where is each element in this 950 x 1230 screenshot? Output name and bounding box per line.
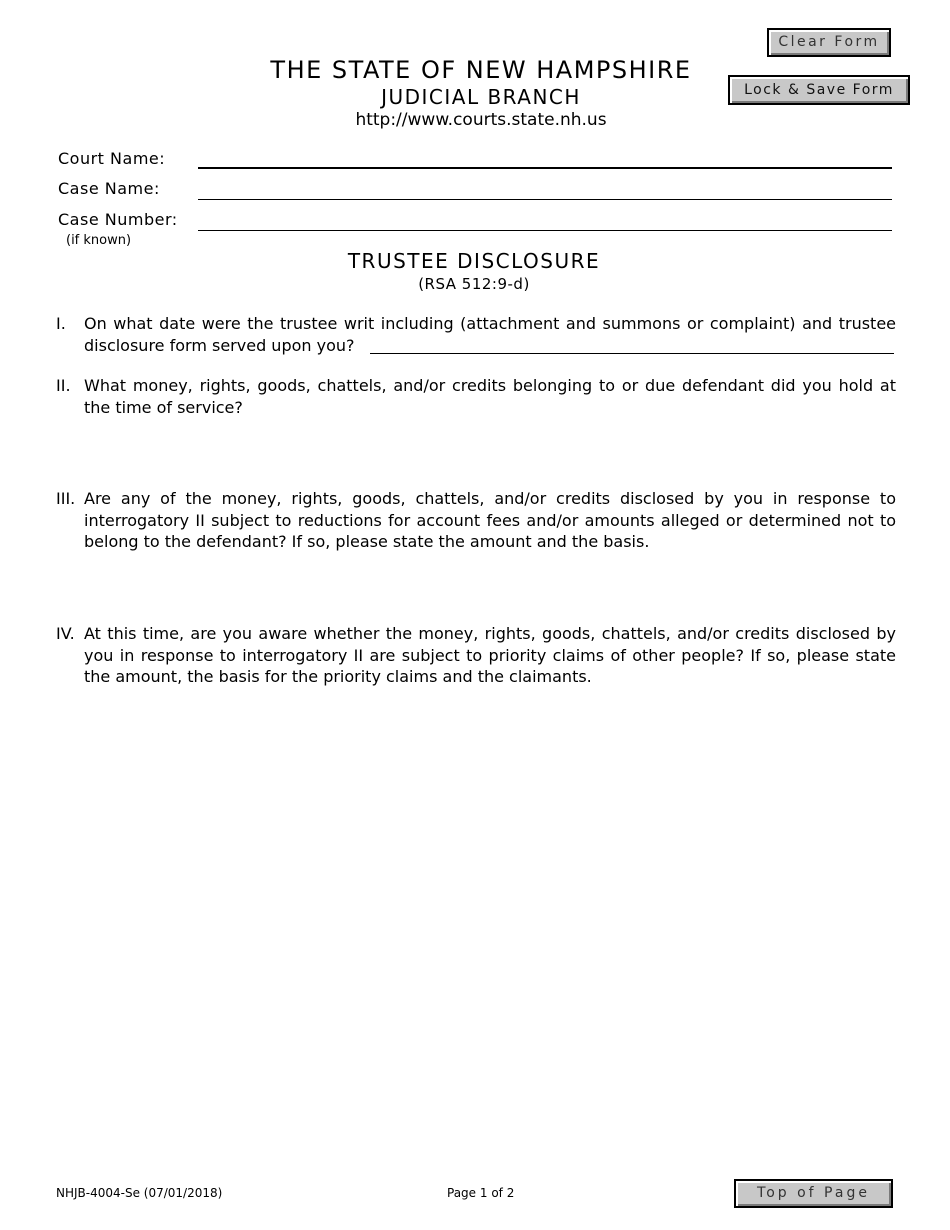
form-code: NHJB-4004-Se (07/01/2018)	[56, 1186, 223, 1200]
statute-reference: (RSA 512:9-d)	[418, 275, 530, 293]
top-of-page-button[interactable]: Top of Page	[734, 1179, 893, 1208]
question-text: At this time, are you aware whether the money, rights, goods, chattels, and/or credits disclosed by you in response to interrogatory II are subject to priority claims of other people? If so, please state the amount, the basis for the priority claims and the claimants.	[84, 624, 896, 686]
question-number: II.	[56, 376, 71, 395]
case-number-field[interactable]	[198, 211, 892, 231]
question-number: III.	[56, 489, 76, 508]
page-number: Page 1 of 2	[447, 1186, 515, 1200]
clear-form-button[interactable]: Clear Form	[767, 28, 891, 57]
question-text: What money, rights, goods, chattels, and/or credits belonging to or due defendant did you hold at the time of service?	[84, 376, 896, 417]
question-number: IV.	[56, 624, 75, 643]
branch-heading: JUDICIAL BRANCH	[381, 85, 581, 109]
question-2	[56, 375, 896, 418]
case-number-label: Case Number:	[58, 210, 178, 229]
question-text: Are any of the money, rights, goods, chattels, and/or credits disclosed by you in response to interrogatory II subject to reductions for account fees and/or amounts alleged or determined not to belong to the defendant? If so, please state the amount and the basis.	[84, 489, 896, 551]
court-name-field[interactable]	[198, 149, 892, 169]
question-4	[56, 623, 896, 688]
case-number-note: (if known)	[66, 233, 132, 248]
case-name-field[interactable]	[198, 180, 892, 200]
court-url: http://www.courts.state.nh.us	[355, 110, 607, 130]
court-name-label: Court Name:	[58, 149, 166, 168]
question-number: I.	[56, 314, 66, 333]
lock-save-form-button[interactable]: Lock & Save Form	[728, 75, 910, 105]
state-heading: THE STATE OF NEW HAMPSHIRE	[270, 56, 692, 84]
question-text: On what date were the trustee writ including (attachment and summons or complaint) and trustee disclosure form served upon you?	[84, 314, 896, 355]
form-title: TRUSTEE DISCLOSURE	[347, 249, 601, 273]
service-date-field[interactable]	[370, 334, 894, 354]
question-3	[56, 488, 896, 553]
case-name-label: Case Name:	[58, 179, 160, 198]
